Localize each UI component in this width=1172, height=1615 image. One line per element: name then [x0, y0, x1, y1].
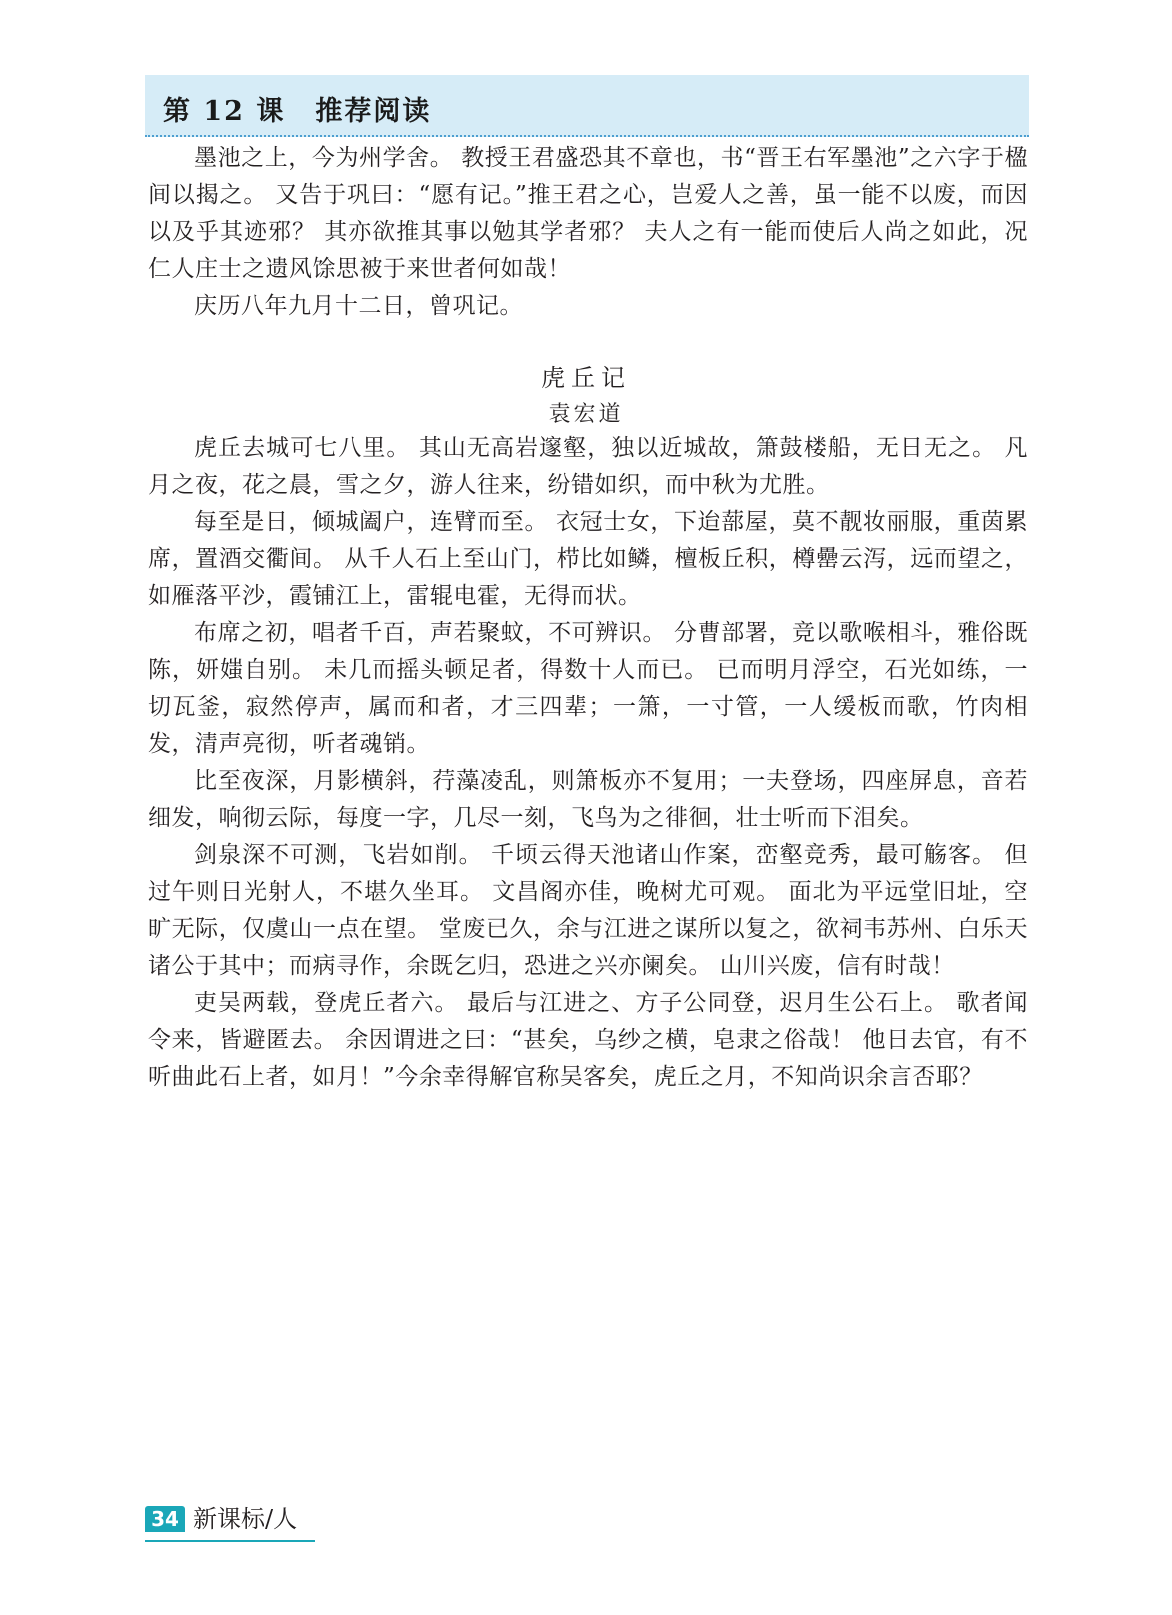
paragraph: 比至夜深，月影横斜，荇藻凌乱，则箫板亦不复用；一夫登场，四座屏息，音若细发，响彻云际，每度一字，几尽一刻，飞鸟为之徘徊，壮士听而下泪矣。: [148, 768, 1028, 831]
section-title: 推荐阅读: [315, 96, 432, 127]
previous-text: [148, 140, 1028, 325]
article-body: [148, 430, 1028, 1096]
book-label: 新课标/人: [193, 1505, 298, 1533]
paragraph: 布席之初，唱者千百，声若聚蚊，不可辨识。 分曹部署，竞以歌喉相斗，雅俗既陈，妍媸自别。 未几而摇头顿足者，得数十人而已。 已而明月浮空，石光如练，一切瓦釜，寂然停声，属而和者，才三四辈；一箫，一寸管，一人缓板而歌，竹肉相发，清声亮彻，听者魂销。: [148, 620, 1028, 757]
paragraph: 墨池之上，今为州学舍。 教授王君盛恐其不章也，书“晋王右军墨池”之六字于楹间以揭之。 又告于巩曰：“愿有记。”推王君之心，岂爱人之善，虽一能不以废，而因以及乎其迹邪？ 其亦欲推其事以勉其学者邪？ 夫人之有一能而使后人尚之如此，况仁人庄士之遗风馀思被于来世者何如哉！: [148, 145, 1028, 282]
header-title: [163, 89, 431, 128]
paragraph-signature: 庆历八年九月十二日，曾巩记。: [194, 293, 523, 319]
paragraph: 剑泉深不可测，飞岩如削。 千顷云得天池诸山作案，峦壑竞秀，最可觞客。 但过午则日光射人，不堪久坐耳。 文昌阁亦佳，晚树尤可观。 面北为平远堂旧址，空旷无际，仅虞山一点在望。 堂废已久，余与江进之谋所以复之，欲祠韦苏州、白乐天诸公于其中；而病寻作，余既乞归，恐进之兴亦阑矣。 山川兴废，信有时哉！: [148, 842, 1028, 979]
page-number: 34: [145, 1506, 185, 1532]
page-footer: [145, 1504, 315, 1542]
lesson-header: [145, 75, 1029, 137]
paragraph: 虎丘去城可七八里。 其山无高岩邃壑，独以近城故，箫鼓楼船，无日无之。 凡月之夜，花之晨，雪之夕，游人往来，纷错如织，而中秋为尤胜。: [148, 435, 1028, 498]
paragraph: 每至是日，倾城阖户，连臂而至。 衣冠士女，下迨蔀屋，莫不靓妆丽服，重茵累席，置酒交衢间。 从千人石上至山门，栉比如鳞，檀板丘积，樽罍云泻，远而望之，如雁落平沙，霞铺江上，雷辊电霍，无得而状。: [148, 509, 1028, 609]
article-author: 袁宏道: [548, 402, 624, 427]
paragraph: 吏吴两载，登虎丘者六。 最后与江进之、方子公同登，迟月生公石上。 歌者闻令来，皆避匿去。 余因谓进之曰：“甚矣，乌纱之横，皂隶之俗哉！ 他日去官，有不听曲此石上者，如月！”今余幸得解官称吴客矣，虎丘之月，不知尚识余言否耶？: [148, 990, 1028, 1090]
lesson-number: 第 12 课: [163, 96, 286, 127]
article-title: 虎丘记: [541, 364, 631, 392]
